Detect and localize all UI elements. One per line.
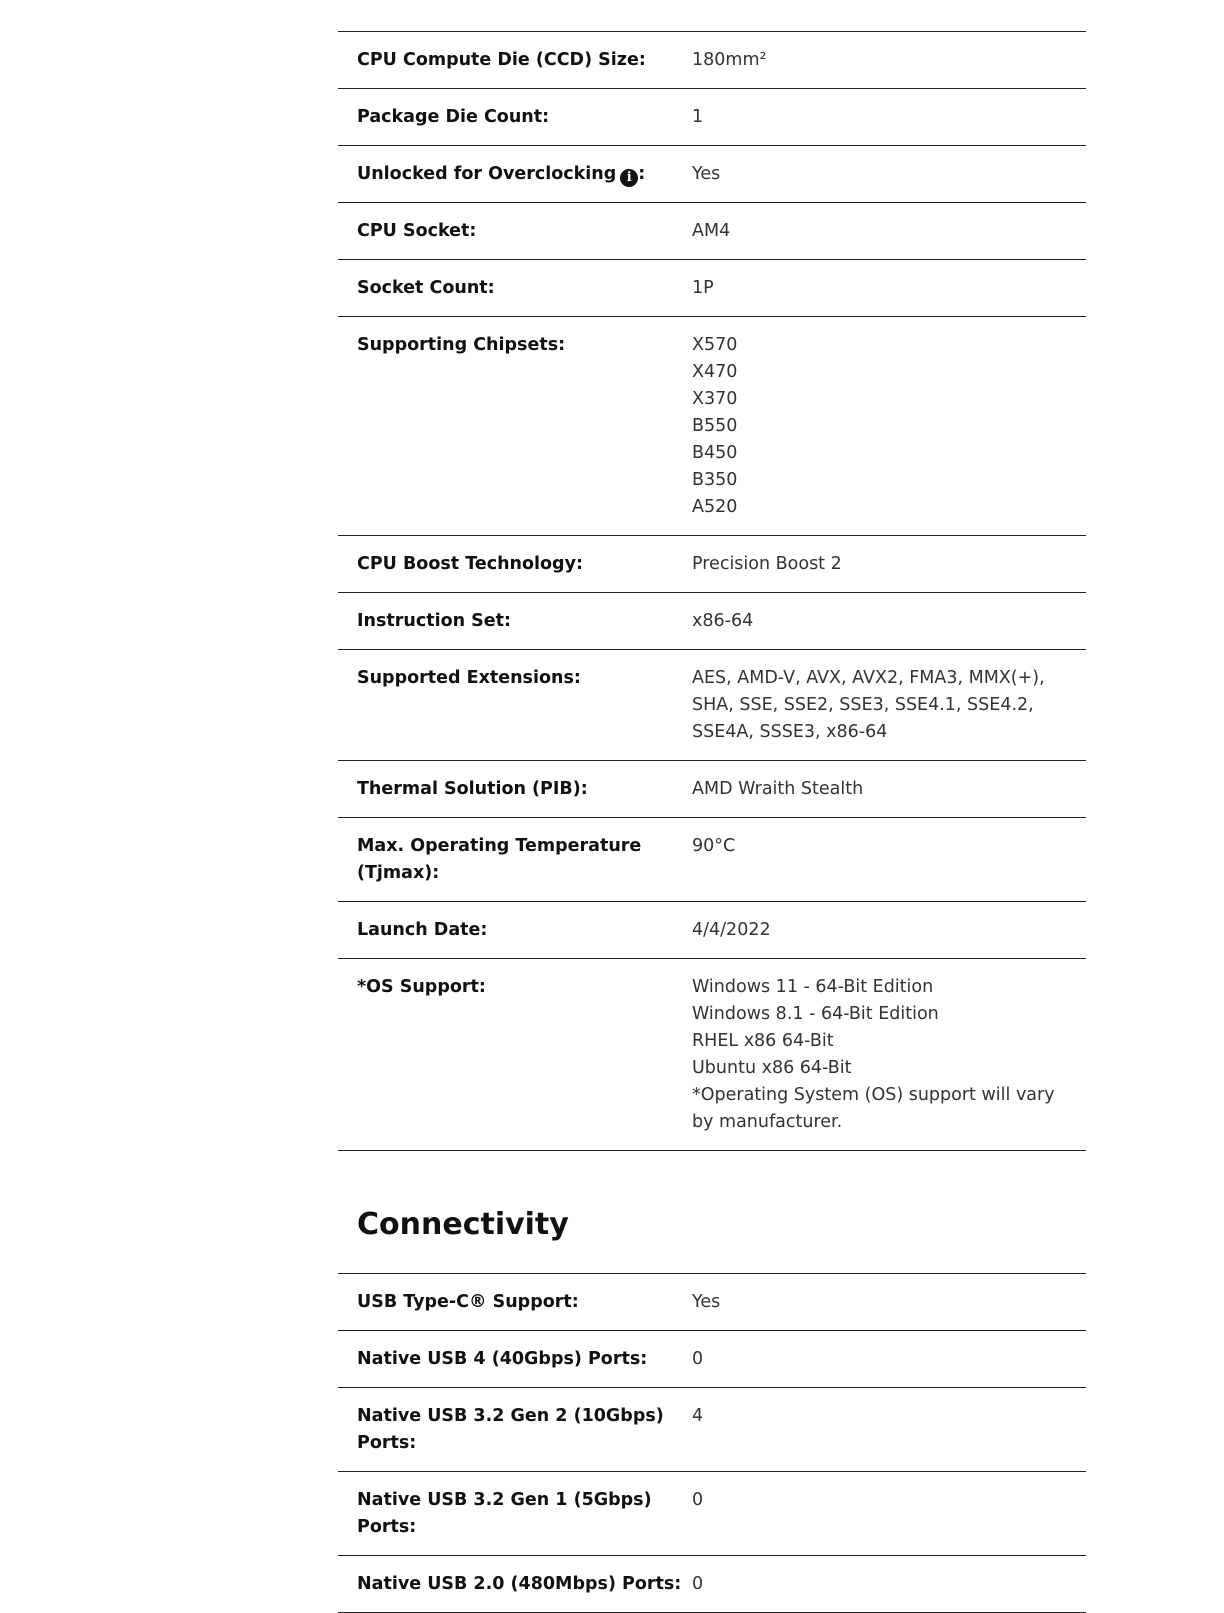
spec-value-line: B350 xyxy=(692,470,738,490)
spec-value-line: A520 xyxy=(692,497,738,517)
spec-value-line: RHEL x86 64-Bit xyxy=(692,1031,834,1051)
spec-value-line: AES, AMD-V, AVX, AVX2, FMA3, MMX(+), SHA, SSE, SSE2, SSE3, SSE4.1, SSE4.2, SSE4A, SSSE3, x86-64 xyxy=(692,668,1045,742)
spec-value-line: B550 xyxy=(692,416,738,436)
spec-value xyxy=(692,161,1086,188)
spec-label-suffix: : xyxy=(638,164,646,184)
spec-value xyxy=(692,275,1086,302)
spec-value-line: 4/4/2022 xyxy=(692,920,771,940)
spec-value-line: AM4 xyxy=(692,221,731,241)
spec-row-native-usb-3-2-gen-1-5gbps-ports xyxy=(338,1472,1086,1556)
spec-row-unlocked-for-overclocking xyxy=(338,146,1086,203)
spec-value-line: B450 xyxy=(692,443,738,463)
specifications-table xyxy=(338,31,1086,1151)
spec-label xyxy=(338,608,692,635)
spec-label xyxy=(338,1571,692,1598)
spec-label-text: Launch Date: xyxy=(357,920,488,940)
spec-label xyxy=(338,275,692,302)
spec-value-line: Windows 8.1 - 64-Bit Edition xyxy=(692,1004,939,1024)
spec-value-line: 4 xyxy=(692,1406,704,1426)
spec-row-cpu-compute-die-ccd-size xyxy=(338,32,1086,89)
spec-value-line: 0 xyxy=(692,1490,704,1510)
spec-value-line: Ubuntu x86 64-Bit xyxy=(692,1058,852,1078)
spec-label-text: Instruction Set: xyxy=(357,611,511,631)
spec-value-line: Precision Boost 2 xyxy=(692,554,842,574)
spec-value xyxy=(692,332,1086,521)
spec-row-thermal-solution-pib xyxy=(338,761,1086,818)
spec-label xyxy=(338,218,692,245)
spec-label-text: Thermal Solution (PIB): xyxy=(357,779,588,799)
spec-row-socket-count xyxy=(338,260,1086,317)
spec-value-line: Windows 11 - 64-Bit Edition xyxy=(692,977,934,997)
spec-label-text: Supported Extensions: xyxy=(357,668,581,688)
spec-label-text: CPU Compute Die (CCD) Size: xyxy=(357,50,646,70)
spec-value xyxy=(692,1346,1086,1373)
spec-row-os-support xyxy=(338,959,1086,1151)
spec-label-text: Max. Operating Temperature (Tjmax): xyxy=(357,836,642,883)
spec-label-text: Supporting Chipsets: xyxy=(357,335,566,355)
spec-value-line: 1 xyxy=(692,107,704,127)
spec-value-line: Yes xyxy=(692,164,721,184)
spec-label xyxy=(338,833,692,887)
spec-value-line: 1P xyxy=(692,278,714,298)
spec-value-line: AMD Wraith Stealth xyxy=(692,779,864,799)
spec-value-line: Yes xyxy=(692,1292,721,1312)
spec-value xyxy=(692,608,1086,635)
spec-value-line: x86-64 xyxy=(692,611,754,631)
spec-value xyxy=(692,551,1086,578)
spec-value-line: X470 xyxy=(692,362,738,382)
spec-value xyxy=(692,218,1086,245)
spec-value xyxy=(692,1571,1086,1598)
spec-value xyxy=(692,1289,1086,1316)
spec-label xyxy=(338,1289,692,1316)
spec-value xyxy=(692,833,1086,887)
spec-row-instruction-set xyxy=(338,593,1086,650)
spec-label-text: Socket Count: xyxy=(357,278,495,298)
spec-row-supported-extensions xyxy=(338,650,1086,761)
spec-label xyxy=(338,1487,692,1541)
spec-value xyxy=(692,665,1086,746)
spec-value-line: X570 xyxy=(692,335,738,355)
info-icon[interactable]: i xyxy=(620,169,638,187)
spec-value-line: X370 xyxy=(692,389,738,409)
spec-label xyxy=(338,332,692,521)
spec-label-text: Native USB 3.2 Gen 1 (5Gbps) Ports: xyxy=(357,1490,652,1537)
spec-label-text: Native USB 4 (40Gbps) Ports: xyxy=(357,1349,648,1369)
spec-label-text: CPU Socket: xyxy=(357,221,477,241)
spec-label-text: Native USB 3.2 Gen 2 (10Gbps) Ports: xyxy=(357,1406,664,1453)
spec-row-usb-type-c-support xyxy=(338,1274,1086,1331)
spec-row-supporting-chipsets xyxy=(338,317,1086,536)
spec-value xyxy=(692,776,1086,803)
spec-value-line: 0 xyxy=(692,1574,704,1594)
spec-row-max-operating-temperature-tjmax xyxy=(338,818,1086,902)
spec-container xyxy=(338,31,1086,1613)
spec-value-line: 180mm² xyxy=(692,50,767,70)
connectivity-heading: Connectivity xyxy=(357,1207,569,1242)
spec-label-text: Native USB 2.0 (480Mbps) Ports: xyxy=(357,1574,682,1594)
spec-value xyxy=(692,1403,1086,1457)
spec-label xyxy=(338,161,692,188)
spec-label xyxy=(338,917,692,944)
spec-value xyxy=(692,974,1086,1136)
connectivity-table xyxy=(338,1273,1086,1613)
spec-row-launch-date xyxy=(338,902,1086,959)
spec-row-native-usb-3-2-gen-2-10gbps-ports xyxy=(338,1388,1086,1472)
spec-row-cpu-socket xyxy=(338,203,1086,260)
spec-value-line: *Operating System (OS) support will vary by manufacturer. xyxy=(692,1085,1055,1132)
spec-value xyxy=(692,47,1086,74)
spec-value-line: 0 xyxy=(692,1349,704,1369)
spec-row-package-die-count xyxy=(338,89,1086,146)
spec-value xyxy=(692,917,1086,944)
spec-label xyxy=(338,1346,692,1373)
spec-label xyxy=(338,974,692,1136)
spec-label-text: Unlocked for Overclocking xyxy=(357,164,617,184)
spec-value-line: 90°C xyxy=(692,836,736,856)
spec-value xyxy=(692,1487,1086,1541)
spec-row-native-usb-4-40gbps-ports xyxy=(338,1331,1086,1388)
spec-label xyxy=(338,551,692,578)
spec-label xyxy=(338,104,692,131)
spec-label xyxy=(338,665,692,746)
spec-row-native-usb-2-0-480mbps-ports xyxy=(338,1556,1086,1613)
spec-label xyxy=(338,776,692,803)
spec-label-text: CPU Boost Technology: xyxy=(357,554,583,574)
spec-value xyxy=(692,104,1086,131)
spec-label xyxy=(338,1403,692,1457)
spec-label xyxy=(338,47,692,74)
spec-row-cpu-boost-technology xyxy=(338,536,1086,593)
spec-label-text: USB Type-C® Support: xyxy=(357,1292,579,1312)
spec-label-text: *OS Support: xyxy=(357,977,486,997)
spec-label-text: Package Die Count: xyxy=(357,107,550,127)
